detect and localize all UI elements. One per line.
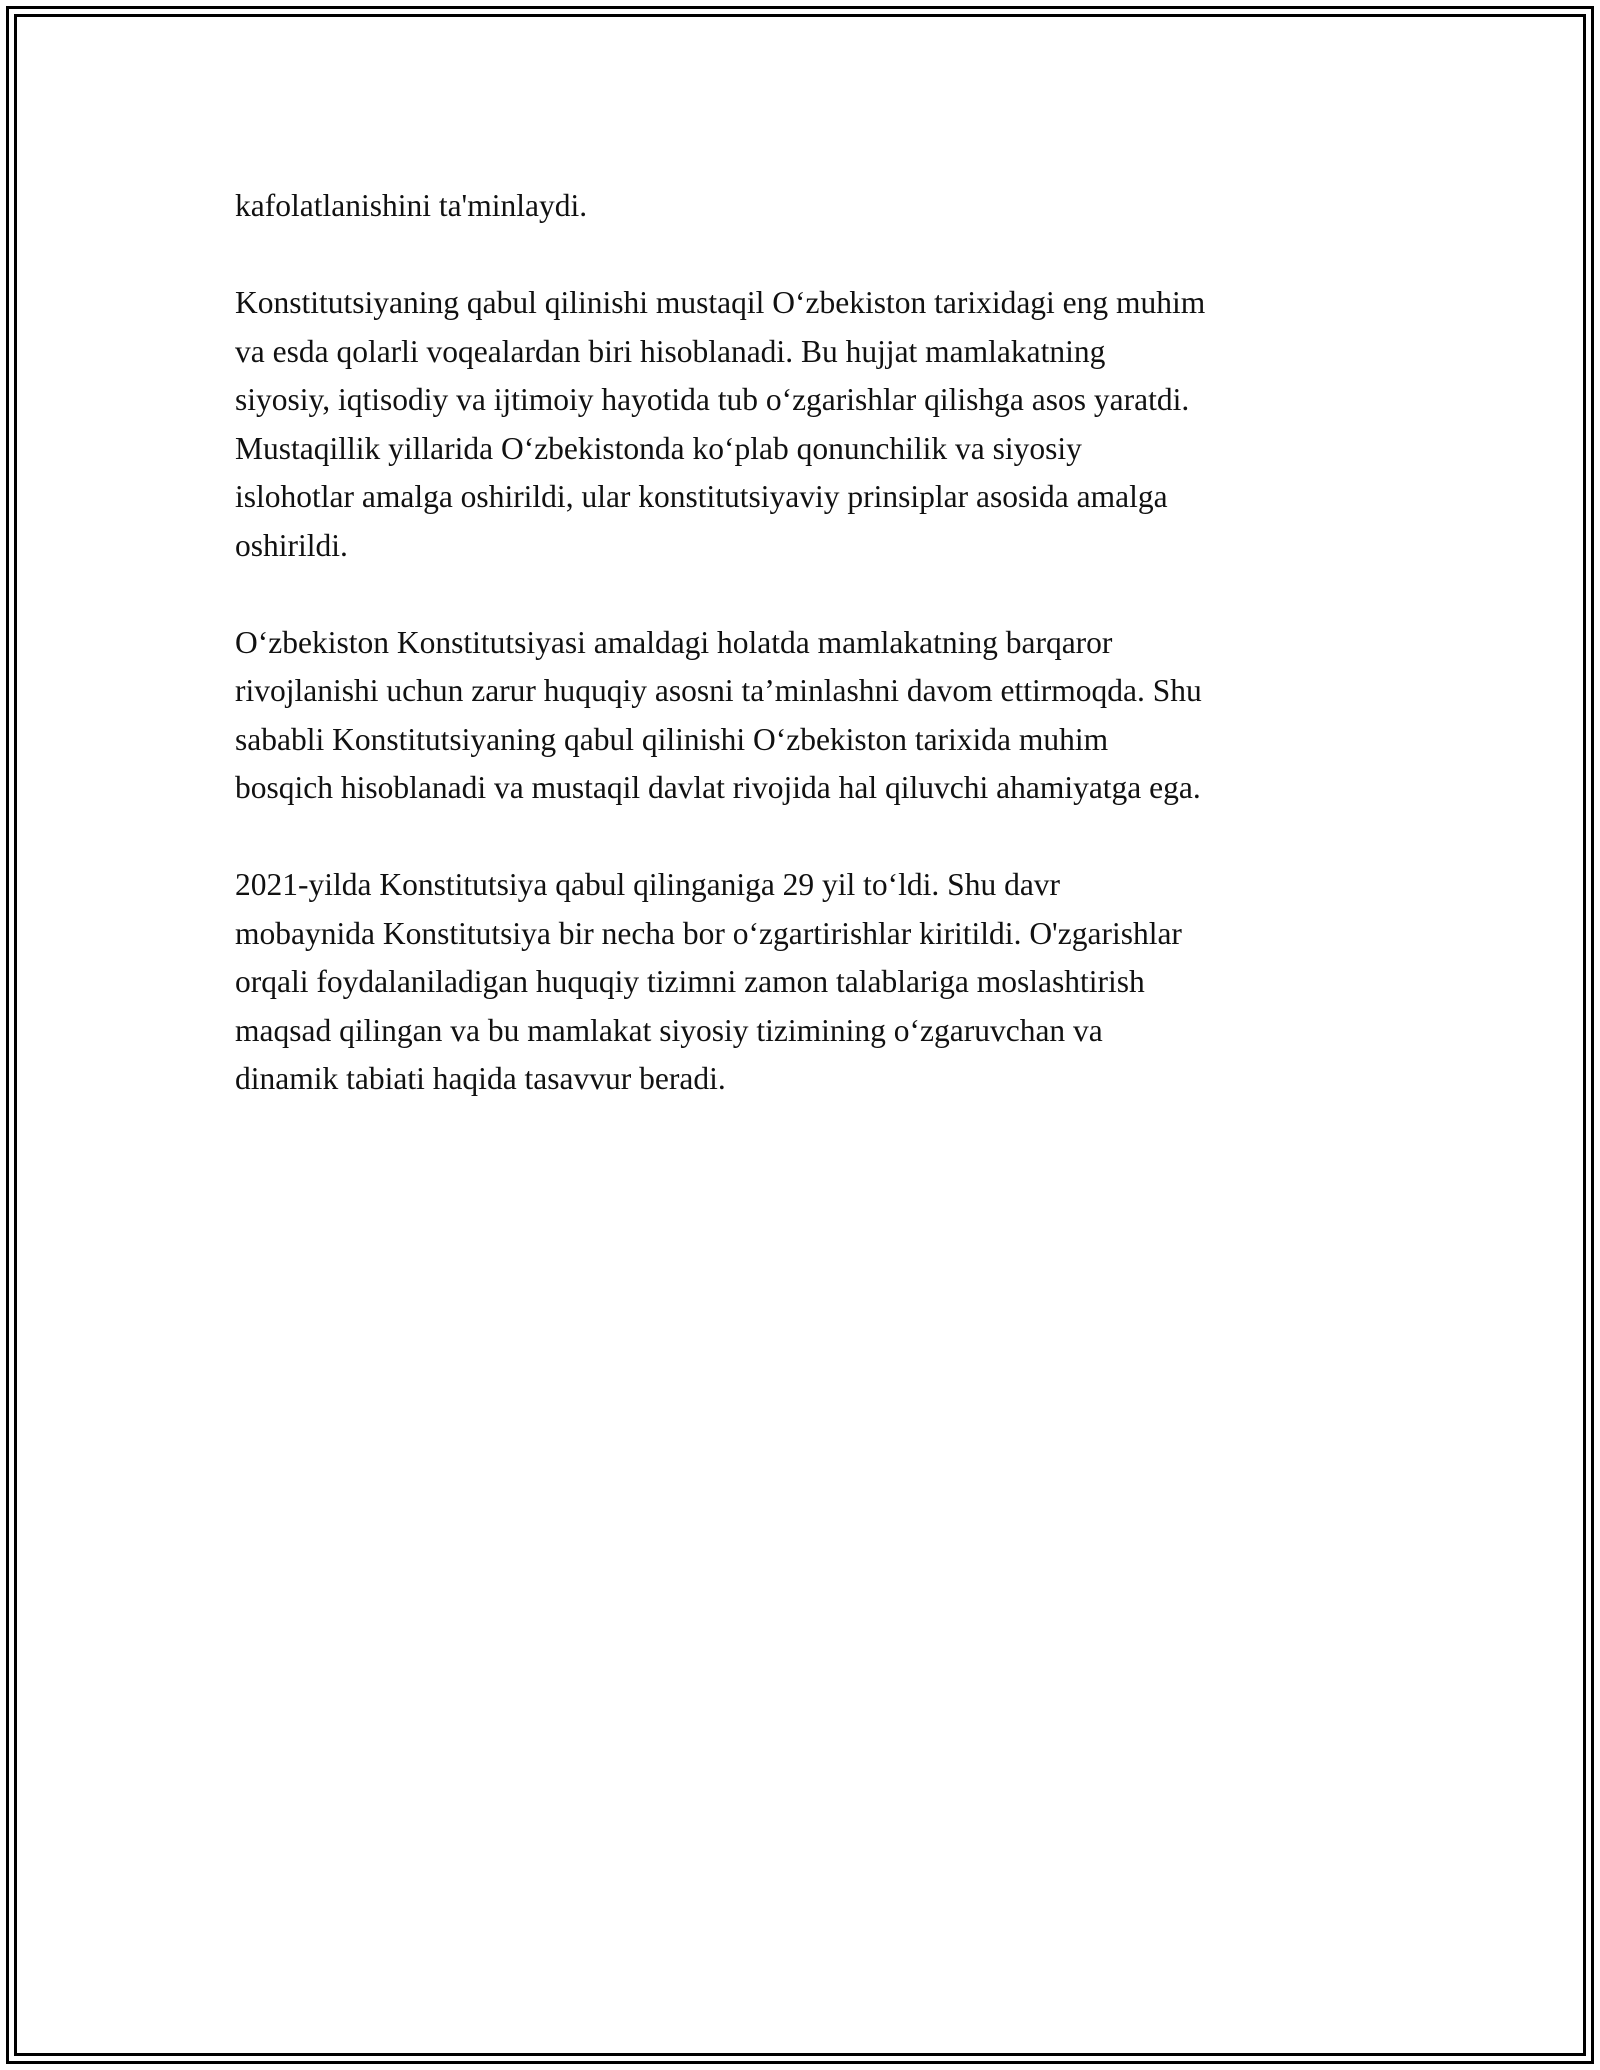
paragraph-constitution-adoption: Konstitutsiyaning qabul qilinishi mustaqil O‘zbekiston tarixidagi eng muhim va esda qolarli voqealardan biri hisoblanadi. Bu hujjat mamlakatning siyosiy, iqtisodiy va ijtimoiy hayotida tub o‘zgarishlar qilishga asos yaratdi. Mustaqillik yillarida O‘zbekistonda ko‘plab qonunchilik va siyosiy islohotlar amalga oshirildi, ular konstitutsiyaviy prinsiplar asosida amalga oshirildi. [235, 285, 1206, 563]
paragraph-continuation: kafolatlanishini ta'minlaydi. [235, 188, 588, 223]
paragraph-constitution-current: O‘zbekiston Konstitutsiyasi amaldagi holatda mamlakatning barqaror rivojlanishi uchun zarur huquqiy asosni ta’minlashni davom ettirmoqda. Shu sababli Konstitutsiyaning qabul qilinishi O‘zbekiston tarixida muhim bosqich hisoblanadi va mustaqil davlat rivojida hal qiluvchi ahamiyatga ega. [235, 624, 1202, 805]
paragraph-constitution-2021: 2021-yilda Konstitutsiya qabul qilinganiga 29 yil to‘ldi. Shu davr mobaynida Konstitutsiya bir necha bor o‘zgartirishlar kiritildi. O'zgarishlar orqali foydalaniladigan huquqiy tizimni zamon talablariga moslashtirish maqsad qilingan va bu mamlakat siyosiy tizimining o‘zgaruvchan va dinamik tabiati haqida tasavvur beradi. [235, 867, 1182, 1096]
document-body [235, 182, 1370, 1152]
